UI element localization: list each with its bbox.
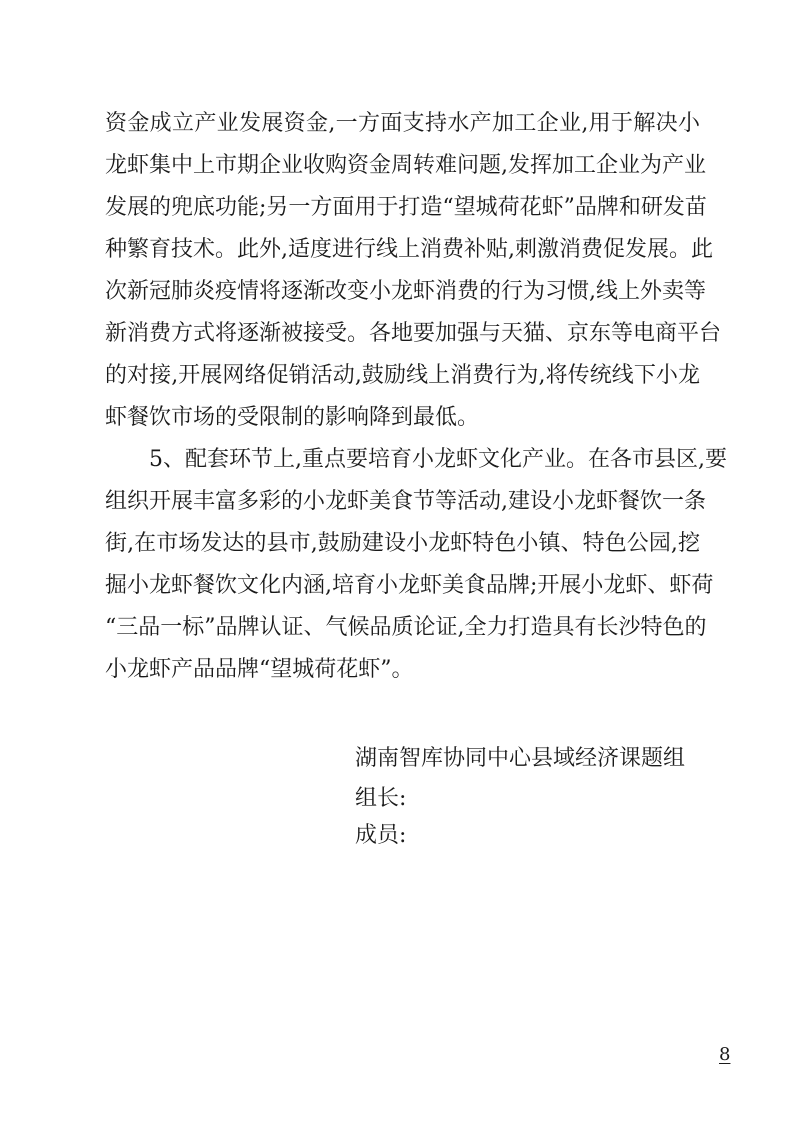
paragraph-line: 种繁育技术。此外,适度进行线上消费补贴,刺激消费促发展。此 xyxy=(105,237,713,262)
leader-label: 组长: xyxy=(355,786,407,811)
paragraph-line: 资金成立产业发展资金,一方面支持水产加工企业,用于解决小 xyxy=(105,111,700,136)
paragraph-line: 的对接,开展网络促销活动,鼓励线上消费行为,将传统线下小龙 xyxy=(105,363,700,388)
paragraph-line: 5、配套环节上,重点要培育小龙虾文化产业。在各市县区,要 xyxy=(149,447,727,472)
paragraph-line: 新消费方式将逐渐被接受。各地要加强与天猫、京东等电商平台 xyxy=(105,321,722,346)
paragraph-line: 龙虾集中上市期企业收购资金周转难问题,发挥加工企业为产业 xyxy=(105,153,706,178)
paragraph-line: 小龙虾产品品牌“望城荷花虾”。 xyxy=(105,657,414,682)
members-label: 成员: xyxy=(355,823,407,848)
paragraph-line: 掘小龙虾餐饮文化内涵,培育小龙虾美食品牌;开展小龙虾、虾荷 xyxy=(105,573,714,598)
page-number: 8 xyxy=(719,1044,731,1065)
paragraph-line: 虾餐饮市场的受限制的影响降到最低。 xyxy=(105,405,480,430)
paragraph-line: 街,在市场发达的县市,鼓励建设小龙虾特色小镇、特色公园,挖 xyxy=(105,531,700,556)
paragraph-line: “三品一标”品牌认证、气候品质论证,全力打造具有长沙特色的 xyxy=(105,615,707,640)
paragraph-line: 组织开展丰富多彩的小龙虾美食节等活动,建设小龙虾餐饮一条 xyxy=(105,489,706,514)
organization-name: 湖南智库协同中心县域经济课题组 xyxy=(355,746,686,771)
paragraph-line: 发展的兜底功能;另一方面用于打造“望城荷花虾”品牌和研发苗 xyxy=(105,195,707,220)
paragraph-line: 次新冠肺炎疫情将逐渐改变小龙虾消费的行为习惯,线上外卖等 xyxy=(105,279,706,304)
